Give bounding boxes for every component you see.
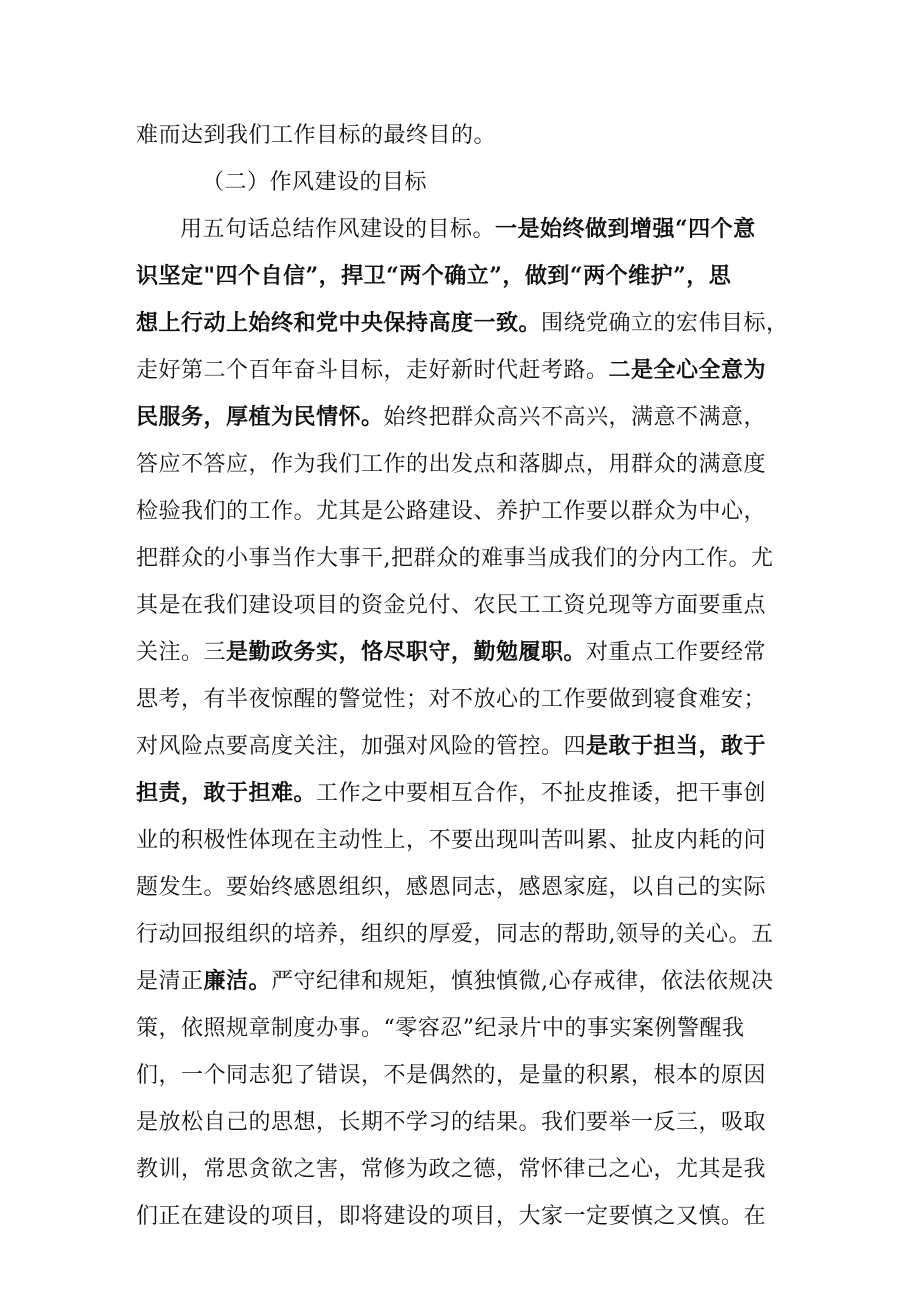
text-run: 策，依照规章制度办事。“零容忍”纪录片中的事实案例警醒我 <box>136 1016 745 1041</box>
text-line <box>136 1193 796 1240</box>
text-run: 教训，常思贪欲之害，常修为政之德，常怀律己之心，尤其是我 <box>136 1157 767 1182</box>
bold-text-run: 一是始终做到增强“四个意 <box>495 216 756 242</box>
text-run: 是放松自己的思想，长期不学习的结果。我们要举一反三，吸取 <box>136 1110 767 1135</box>
text-line <box>136 817 796 864</box>
text-line <box>136 347 796 394</box>
section-heading <box>136 159 796 206</box>
text-run: 围绕党确立的宏伟目标， <box>541 311 789 336</box>
text-run: 走好第二个百年奋斗目标，走好新时代赶考路。 <box>136 358 609 383</box>
bold-text-run: 二是全心全意为 <box>608 357 767 383</box>
bold-text-run: 是勤政务实，恪尽职守，勤勉履职。 <box>226 639 587 665</box>
text-run: 行动回报组织的培养，组织的厚爱，同志的帮助,领导的关心。五 <box>136 922 774 947</box>
text-run: 业的积极性体现在主动性上，不要出现叫苦叫累、扯皮内耗的问 <box>136 828 767 853</box>
text-run: 工作之中要相互合作，不扯皮推诿，把干事创 <box>316 781 767 806</box>
text-line <box>136 535 796 582</box>
text-run: 是清正 <box>136 969 204 994</box>
bold-text-run: 民服务，厚植为民情怀。 <box>136 404 384 430</box>
text-line <box>136 629 796 676</box>
text-run: 检验我们的工作。尤其是公路建设、养护工作要以群众为中心， <box>136 499 767 524</box>
text-line <box>136 1099 796 1146</box>
bold-text-run: 想上行动上始终和党中央保持高度一致。 <box>136 310 542 336</box>
text-line <box>136 723 796 770</box>
text-run: 题发生。要始终感恩组织，感恩同志，感恩家庭，以自己的实际 <box>136 875 767 900</box>
bold-text-run: 担责，敢于担难。 <box>136 780 317 806</box>
text-run: 用五句话总结作风建设的目标。 <box>180 217 496 242</box>
text-run: 关注。三 <box>136 640 227 665</box>
text-line <box>136 770 796 817</box>
text-line <box>136 1146 796 1193</box>
text-run: 其是在我们建设项目的资金兑付、农民工工资兑现等方面要重点 <box>136 593 767 618</box>
bold-text-run: 廉洁。 <box>203 968 272 994</box>
text-run: 答应不答应，作为我们工作的出发点和落脚点，用群众的满意度 <box>136 452 767 477</box>
text-line <box>136 1052 796 1099</box>
text-run: 们正在建设的项目，即将建设的项目，大家一定要慎之又慎。在 <box>136 1204 767 1229</box>
text-line <box>136 582 796 629</box>
section-heading-text: （二）作风建设的目标 <box>202 170 428 195</box>
text-line <box>136 488 796 535</box>
text-line <box>136 253 796 300</box>
bold-text-run: 是敢于担当，敢于 <box>586 733 767 759</box>
text-line <box>136 676 796 723</box>
text-line <box>136 394 796 441</box>
text-line <box>136 1005 796 1052</box>
text-run: 始终把群众高兴不高兴，满意不满意， <box>383 405 767 430</box>
text-line <box>136 300 796 347</box>
text-run: 对重点工作要经常 <box>586 640 767 665</box>
text-run: 难而达到我们工作目标的最终目的。 <box>136 123 497 148</box>
text-run: 把群众的小事当作大事干,把群众的难事当成我们的分内工作。尤 <box>136 546 774 571</box>
text-run: 对风险点要高度关注，加强对风险的管控。四 <box>136 734 587 759</box>
text-run: 们，一个同志犯了错误，不是偶然的，是量的积累，根本的原因 <box>136 1063 767 1088</box>
text-line <box>136 958 796 1005</box>
text-line <box>136 864 796 911</box>
text-line <box>136 206 796 253</box>
document-body <box>136 112 796 1240</box>
text-line <box>136 112 796 159</box>
text-line <box>136 441 796 488</box>
bold-text-run: 识坚定"四个自信”，捍卫“两个确立”，做到“两个维护”，思 <box>136 263 732 289</box>
text-line <box>136 911 796 958</box>
text-run: 思考，有半夜惊醒的警觉性；对不放心的工作要做到寝食难安； <box>136 687 767 712</box>
text-run: 严守纪律和规矩，慎独慎微,心存戒律，依法依规决 <box>271 969 774 994</box>
